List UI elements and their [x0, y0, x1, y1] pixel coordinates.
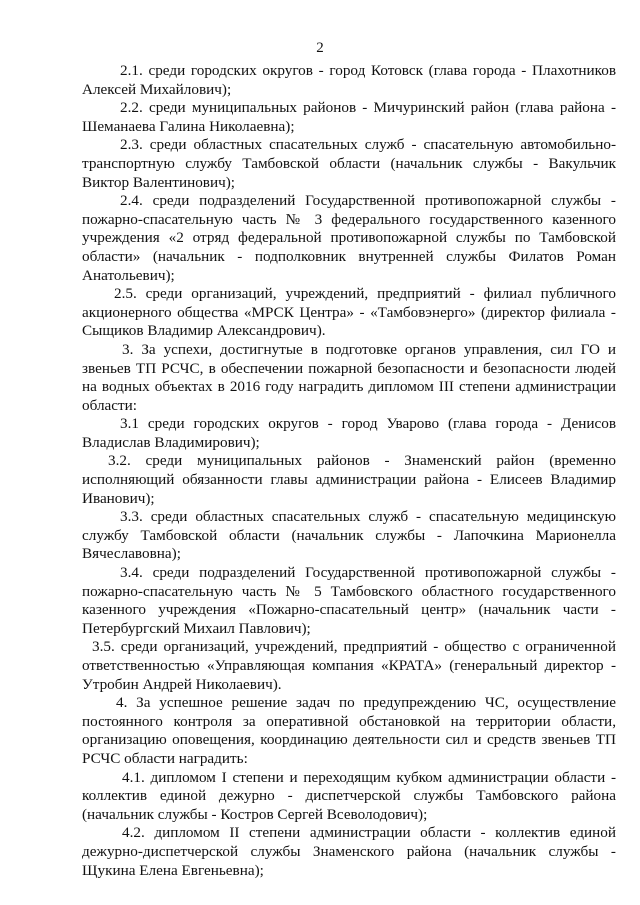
paragraph-2-5: 2.5. среди организаций, учреждений, предприятий - филиал публичного акционерного общества «МРСК Центра» - «Тамбовэнерго» (директор филиала - Сыщиков Владимир Александрович). — [82, 285, 616, 340]
paragraph-2-1: 2.1. среди городских округов - город Котовск (глава города - Плахотников Алексей Михайлович); — [82, 62, 616, 98]
document-body — [82, 62, 616, 880]
paragraph-3-1: 3.1 среди городских округов - город Уварово (глава города - Денисов Владислав Владимирович); — [82, 415, 616, 451]
paragraph-3-2: 3.2. среди муниципальных районов - Знаменский район (временно исполняющий обязанности главы администрации района - Елисеев Владимир Иванович); — [82, 452, 616, 507]
paragraph-4-1: 4.1. дипломом I степени и переходящим кубком администрации области - коллектив единой дежурно - диспетчерской службы Тамбовского района (начальник службы - Костров Сергей Всеволодович); — [82, 768, 616, 823]
paragraph-2-3: 2.3. среди областных спасательных служб - спасательную автомобильно-транспортную службу Тамбовской области (начальник службы - Вакульчик Виктор Валентинович); — [82, 136, 616, 191]
paragraph-2-2: 2.2. среди муниципальных районов - Мичуринский район (глава района - Шеманаева Галина Николаевна); — [82, 99, 616, 135]
paragraph-3-5: 3.5. среди организаций, учреждений, предприятий - общество с ограниченной ответственностью «Управляющая компания «КРАТА» (генеральный директор - Утробин Андрей Николаевич). — [82, 638, 616, 693]
paragraph-4: 4. За успешное решение задач по предупреждению ЧС, осуществление постоянного контроля за оперативной обстановкой на территории области, организацию оповещения, координацию деятельности сил и средств звеньев ТП РСЧС области наградить: — [82, 694, 616, 767]
paragraph-2-4: 2.4. среди подразделений Государственной противопожарной службы - пожарно-спасательную часть № 3 федерального государственного казенного учреждения «2 отряд федеральной противопожарной службы по Тамбовской области» (начальник - подполковник внутренней службы Филатов Роман Анатольевич); — [82, 192, 616, 284]
page-number: 2 — [316, 40, 324, 56]
paragraph-4-2: 4.2. дипломом II степени администрации области - коллектив единой дежурно-диспетчерской службы Знаменского района (начальник службы - Щукина Елена Евгеньевна); — [82, 824, 616, 879]
paragraph-3: 3. За успехи, достигнутые в подготовке органов управления, сил ГО и звеньев ТП РСЧС, в обеспечении пожарной безопасности и безопасности людей на водных объектах в 2016 году наградить дипломом III степени администрации области: — [82, 340, 616, 414]
paragraph-3-3: 3.3. среди областных спасательных служб - спасательную медицинскую службу Тамбовской области (начальник службы - Лапочкина Марионелла Вячеславовна); — [82, 508, 616, 563]
paragraph-3-4: 3.4. среди подразделений Государственной противопожарной службы - пожарно-спасательную часть № 5 Тамбовского областного государственного казенного учреждения «Пожарно-спасательный центр» (начальник части - Петербургский Михаил Павлович); — [82, 564, 616, 637]
